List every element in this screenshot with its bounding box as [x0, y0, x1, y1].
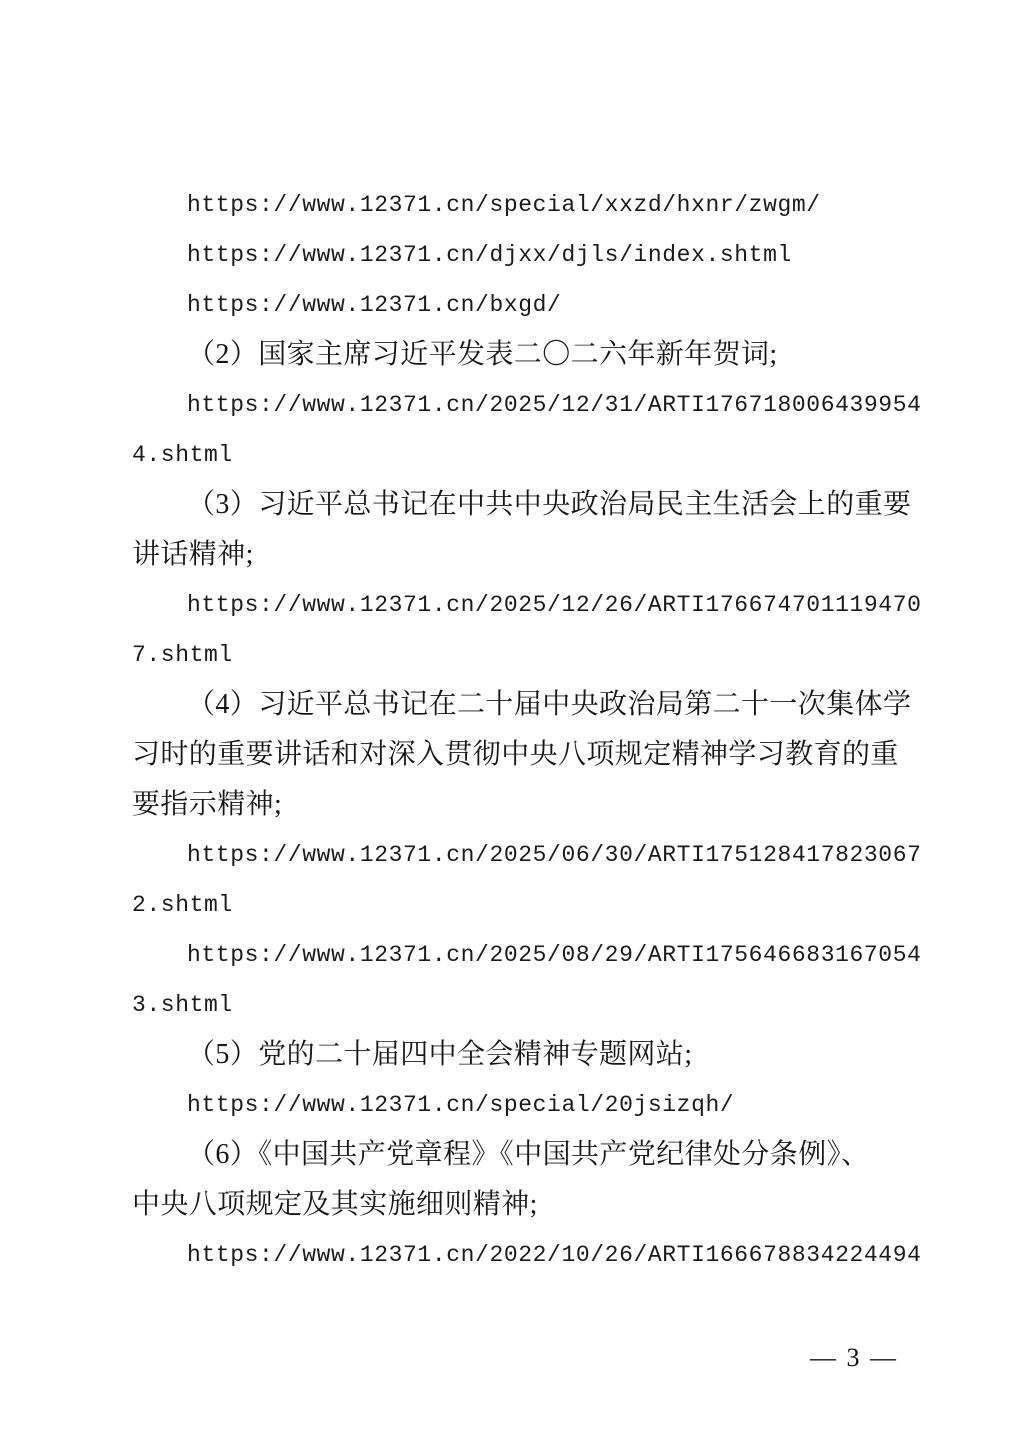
paragraph-line: 要指示精神;: [132, 789, 283, 820]
url-line: https://www.12371.cn/special/xxzd/hxnr/zwgm/: [187, 192, 821, 218]
list-item-2: （2）国家主席习近平发表二〇二六年新年贺词;: [187, 339, 778, 370]
url-line: https://www.12371.cn/2022/10/26/ARTI166678834224494: [187, 1242, 922, 1268]
url-line: https://www.12371.cn/special/20jsizqh/: [187, 1092, 735, 1118]
list-item-4: （4）习近平总书记在二十届中央政治局第二十一次集体学: [187, 689, 912, 720]
paragraph-line: 讲话精神;: [132, 539, 254, 570]
url-line: https://www.12371.cn/bxgd/: [187, 292, 562, 318]
url-line: https://www.12371.cn/2025/06/30/ARTI175128417823067: [187, 842, 922, 868]
list-item-6: （6）《中国共产党章程》《中国共产党纪律处分条例》、: [187, 1139, 870, 1170]
document-body: [132, 180, 922, 1280]
url-line-wrap: 2.shtml: [132, 892, 233, 918]
url-line: https://www.12371.cn/djxx/djls/index.shtml: [187, 242, 792, 268]
url-line: https://www.12371.cn/2025/08/29/ARTI175646683167054: [187, 942, 922, 968]
paragraph-line: 中央八项规定及其实施细则精神;: [132, 1189, 538, 1220]
url-line: https://www.12371.cn/2025/12/26/ARTI176674701119470: [187, 592, 922, 618]
page-number: — 3 —: [810, 1343, 898, 1372]
list-item-5: （5）党的二十届四中全会精神专题网站;: [187, 1039, 693, 1070]
url-line: https://www.12371.cn/2025/12/31/ARTI176718006439954: [187, 392, 922, 418]
url-line-wrap: 3.shtml: [132, 992, 233, 1018]
list-item-3: （3）习近平总书记在中共中央政治局民主生活会上的重要: [187, 489, 912, 520]
url-line-wrap: 4.shtml: [132, 442, 233, 468]
url-line-wrap: 7.shtml: [132, 642, 233, 668]
paragraph-line: 习时的重要讲话和对深入贯彻中央八项规定精神学习教育的重: [132, 739, 899, 770]
